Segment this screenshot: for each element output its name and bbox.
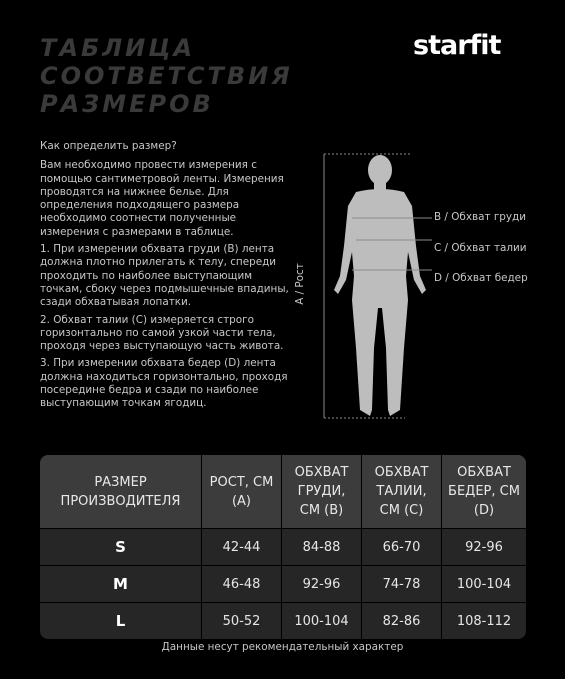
header-height: РОСТ, СМ (A)	[202, 455, 282, 528]
table-row	[40, 602, 526, 639]
cell-height: 50-52	[202, 602, 282, 639]
cell-chest: 84-88	[282, 528, 362, 565]
table-header-row	[40, 455, 526, 528]
chest-instruction: 1. При измерении обхвата груди (B) лента должна плотно прилегать к телу, спереди проходить по наиболее выступающим точкам, сбоку через подмышечные впадины, сзади обхватывая лопатки.	[40, 243, 289, 309]
cell-height: 42-44	[202, 528, 282, 565]
cell-height: 46-48	[202, 565, 282, 602]
height-axis-label: A / Рост	[294, 263, 306, 305]
header-waist: ОБХВАТ ТАЛИИ, СМ (C)	[362, 455, 442, 528]
cell-hips: 100-104	[442, 565, 526, 602]
header-chest: ОБХВАТ ГРУДИ, СМ (B)	[282, 455, 362, 528]
cell-size: L	[40, 602, 202, 639]
title-line-1: ТАБЛИЦА	[40, 34, 196, 62]
cell-hips: 108-112	[442, 602, 526, 639]
page-title	[40, 34, 293, 118]
waist-instruction: 2. Обхват талии (C) измеряется строго горизонтально по самой узкой части тела, проходя через выступающую часть живота.	[40, 313, 284, 353]
intro-text	[40, 140, 290, 415]
header-size: РАЗМЕР ПРОИЗВОДИТЕЛЯ	[40, 455, 202, 528]
cell-waist: 66-70	[362, 528, 442, 565]
intro-question: Как определить размер?	[40, 140, 177, 152]
waist-label: C / Обхват талии	[434, 242, 527, 254]
cell-chest: 92-96	[282, 565, 362, 602]
brand-logo: starfit	[413, 30, 501, 61]
footer-note: Данные несут рекомендательный характер	[161, 641, 404, 653]
cell-size: S	[40, 528, 202, 565]
size-table	[40, 455, 526, 639]
cell-chest: 100-104	[282, 602, 362, 639]
chest-label: B / Обхват груди	[434, 211, 526, 223]
title-line-2: СООТВЕТСТВИЯ	[40, 62, 293, 90]
table-row	[40, 565, 526, 602]
cell-size: M	[40, 565, 202, 602]
table-row	[40, 528, 526, 565]
body-silhouette-diagram	[300, 148, 540, 423]
woman-silhouette-icon	[334, 155, 426, 416]
cell-waist: 74-78	[362, 565, 442, 602]
hips-instruction: 3. При измерении обхвата бедер (D) лента должна находиться горизонтально, проходя посередине бедра и сзади по наиболее выступающим точкам ягодиц.	[40, 357, 288, 410]
cell-hips: 92-96	[442, 528, 526, 565]
cell-waist: 82-86	[362, 602, 442, 639]
title-line-3: РАЗМЕРОВ	[40, 90, 214, 118]
intro-paragraph: Вам необходимо провести измерения с помощью сантиметровой ленты. Измерения проводятся на нижнее белье. Для определения подходящего размера необходимо соотнести полученные измерения с размерами в таблице.	[40, 159, 284, 238]
header-hips: ОБХВАТ БЕДЕР, СМ (D)	[442, 455, 526, 528]
hips-label: D / Обхват бедер	[434, 272, 528, 284]
